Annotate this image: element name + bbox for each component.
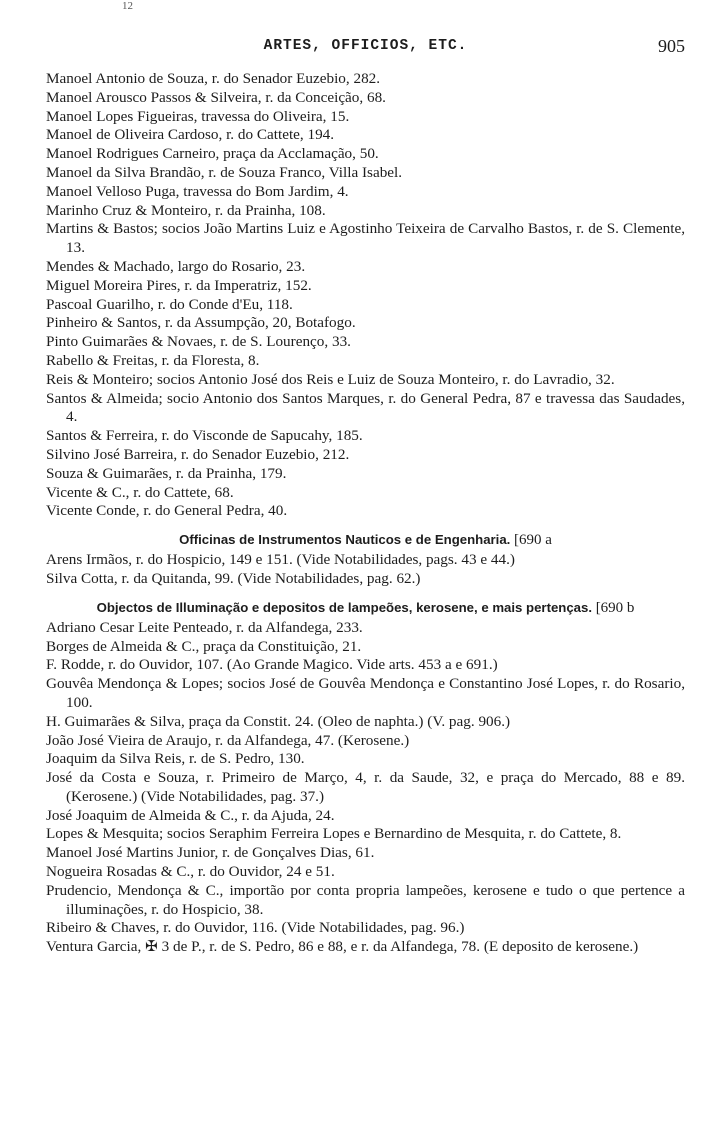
list-item: Manoel de Oliveira Cardoso, r. do Cattete, 194. [46, 126, 335, 144]
list-item: Manoel Antonio de Souza, r. do Senador Euzebio, 282. [46, 70, 381, 87]
list-item: Souza & Guimarães, r. da Prainha, 179. [46, 464, 287, 482]
list-item: José da Costa e Souza, r. Primeiro de Março, 4, r. da Saude, 32, e praça do Mercado, 88 e 89. (Kerosene.) (Vide Notabilidades, pag. 37.) [46, 769, 685, 805]
list-item: Martins & Bastos; socios João Martins Luiz e Agostinho Teixeira de Carvalho Bastos, r. de S. Clemente, 13. [46, 220, 685, 257]
list-item: Manoel Arousco Passos & Silveira, r. da Conceição, 68. [46, 88, 386, 106]
folio-mark: 12 [122, 0, 133, 12]
list-item: Manoel Rodrigues Carneiro, praça da Acclamação, 50. [46, 145, 379, 163]
list-item: Miguel Moreira Pires, r. da Imperatriz, 152. [46, 276, 312, 294]
list-item: Reis & Monteiro; socios Antonio José dos Reis e Luiz de Souza Monteiro, r. do Lavradio, 32. [46, 370, 615, 388]
list-item: H. Guimarães & Silva, praça da Constit. 24. (Oleo de naphta.) (V. pag. 906.) [46, 712, 511, 730]
list-item: Manoel Velloso Puga, travessa do Bom Jardim, 4. [46, 182, 349, 200]
section-ref: [690 b [595, 599, 635, 616]
section-heading-text: Objectos de Illuminação e depositos de lampeões, kerosene, e mais pertenças. [96, 599, 593, 615]
list-item: Santos & Ferreira, r. do Visconde de Sapucahy, 185. [46, 427, 363, 445]
list-item: Arens Irmãos, r. do Hospicio, 149 e 151. (Vide Notabilidades, pags. 43 e 44.) [46, 551, 515, 569]
list-item: F. Rodde, r. do Ouvidor, 107. (Ao Grande Magico. Vide arts. 453 a e 691.) [46, 656, 498, 674]
section-heading-nautical-instruments [46, 531, 685, 549]
list-item: Pascoal Guarilho, r. do Conde d'Eu, 118. [46, 295, 293, 313]
list-item: Borges de Almeida & C., praça da Constituição, 21. [46, 637, 362, 655]
running-head [46, 0, 685, 56]
list-item: Prudencio, Mendonça & C., importão por conta propria lampeões, kerosene e tudo o que pertence a illuminações, r. do Hospicio, 38. [46, 881, 685, 918]
list-item: Joaquim da Silva Reis, r. de S. Pedro, 130. [46, 750, 305, 768]
list-item: Pinto Guimarães & Novaes, r. de S. Lourenço, 33. [46, 333, 351, 351]
list-item: Mendes & Machado, largo do Rosario, 23. [46, 257, 306, 275]
list-item: Rabello & Freitas, r. da Floresta, 8. [46, 351, 260, 369]
list-item: Silvino José Barreira, r. do Senador Euzebio, 212. [46, 445, 350, 463]
list-item: Manoel José Martins Junior, r. de Gonçalves Dias, 61. [46, 844, 375, 862]
entries-list [46, 70, 685, 957]
list-item: Manoel da Silva Brandão, r. de Souza Franco, Villa Isabel. [46, 163, 403, 181]
list-item: Adriano Cesar Leite Penteado, r. da Alfandega, 233. [46, 618, 363, 636]
list-item: Gouvêa Mendonça & Lopes; socios José de Gouvêa Mendonça e Constantino José Lopes, r. do Rosario, 100. [46, 675, 685, 711]
section-heading-illumination [46, 599, 685, 617]
list-item: Manoel Lopes Figueiras, travessa do Oliveira, 15. [46, 107, 350, 125]
list-item: Vicente & C., r. do Cattete, 68. [46, 483, 234, 501]
section-ref: [690 a [514, 532, 552, 549]
list-item: Marinho Cruz & Monteiro, r. da Prainha, 108. [46, 201, 326, 219]
list-item: Nogueira Rosadas & C., r. do Ouvidor, 24 e 51. [46, 863, 335, 881]
list-item: José Joaquim de Almeida & C., r. da Ajuda, 24. [46, 806, 335, 824]
list-item: Vicente Conde, r. do General Pedra, 40. [46, 502, 288, 520]
list-item: Lopes & Mesquita; socios Seraphim Ferreira Lopes e Bernardino de Mesquita, r. do Cattete, 8. [46, 825, 622, 843]
page-number: 905 [658, 36, 685, 56]
list-item: João José Vieira de Araujo, r. da Alfandega, 47. (Kerosene.) [46, 731, 410, 749]
list-item: Ribeiro & Chaves, r. do Ouvidor, 116. (Vide Notabilidades, pag. 96.) [46, 919, 465, 937]
running-title: ARTES, OFFICIOS, ETC. [263, 38, 468, 54]
section-heading-text: Officinas de Instrumentos Nauticos e de Engenharia. [179, 532, 511, 548]
list-item: Silva Cotta, r. da Quitanda, 99. (Vide Notabilidades, pag. 62.) [46, 569, 421, 587]
list-item: Ventura Garcia, ✠ 3 de P., r. de S. Pedro, 86 e 88, e r. da Alfandega, 78. (E deposito de kerosene.) [46, 938, 639, 956]
list-item: Pinheiro & Santos, r. da Assumpção, 20, Botafogo. [46, 314, 356, 332]
list-item: Santos & Almeida; socio Antonio dos Santos Marques, r. do General Pedra, 87 e travessa das Saudades, 4. [46, 389, 685, 426]
